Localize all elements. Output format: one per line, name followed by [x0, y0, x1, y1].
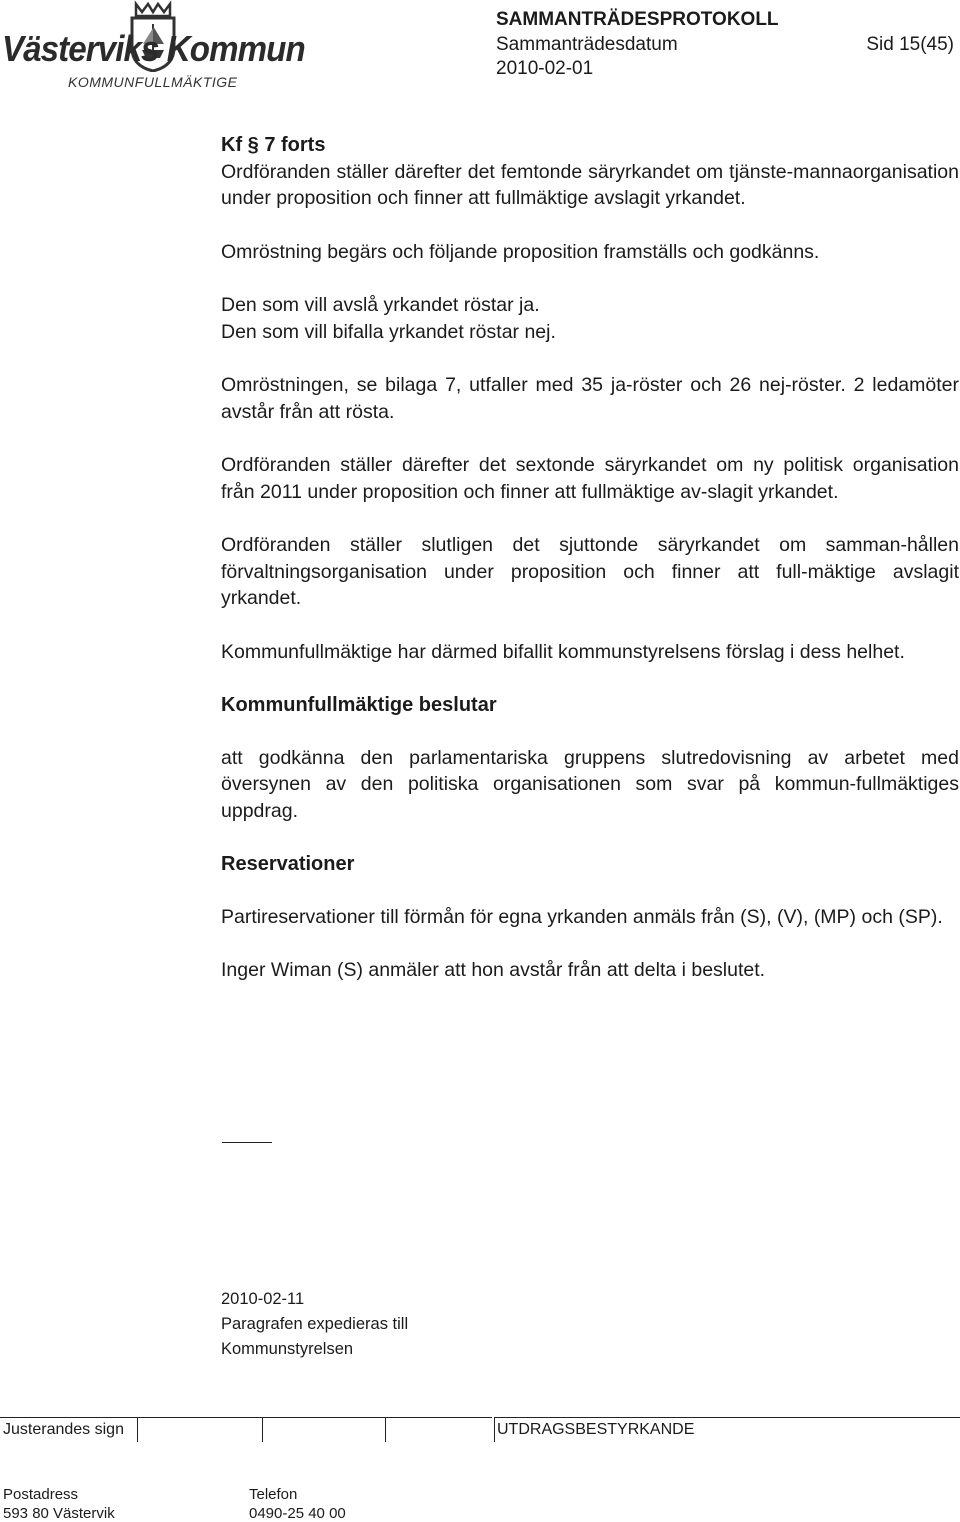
logo-subtitle: KOMMUNFULLMÄKTIGE: [68, 74, 238, 90]
paragraph: Omröstning begärs och följande proposition framställs och godkänns.: [221, 240, 820, 263]
decision-text: att godkänna den parlamentariska gruppens slutredovisning av arbetet med översynen av den politiska organisationen som svar på kommun-fullmäktiges uppdrag.: [221, 746, 959, 822]
extract-label: UTDRAGSBESTYRKANDE: [497, 1421, 695, 1438]
paragraph: Kommunfullmäktige har därmed bifallit kommunstyrelsens förslag i dess helhet.: [221, 640, 905, 663]
decision-heading: Kommunfullmäktige beslutar: [221, 694, 497, 716]
distribution-date: 2010-02-11: [221, 1290, 305, 1308]
distribution-label: Paragrafen expedieras till: [221, 1315, 409, 1333]
meeting-date: 2010-02-01: [496, 58, 594, 79]
logo-wordmark: Västerviks Kommun: [2, 28, 305, 69]
sign-box-divider: [137, 1417, 138, 1442]
section-title: Kf § 7 forts: [221, 134, 326, 156]
date-label: Sammanträdesdatum: [496, 34, 678, 55]
address-label: Postadress: [3, 1486, 79, 1503]
reservation: Inger Wiman (S) anmäler att hon avstår från att delta i beslutet.: [221, 959, 766, 981]
phone-label: Telefon: [249, 1486, 298, 1503]
phone: 0490-25 40 00: [249, 1505, 346, 1522]
paragraph: Den som vill bifalla yrkandet röstar nej.: [221, 320, 556, 343]
distribution-recipient: Kommunstyrelsen: [221, 1340, 354, 1358]
minutes-body: [221, 132, 959, 984]
page-number: Sid 15(45): [866, 34, 954, 55]
sign-box-divider: [494, 1417, 495, 1442]
address: 593 80 Västervik: [3, 1505, 115, 1522]
sign-box-divider: [262, 1417, 263, 1442]
paragraph: Ordföranden ställer därefter det sextonde säryrkandet om ny politisk organisation från 2011 under proposition och finner att fullmäktige av-slagit yrkandet.: [221, 454, 959, 503]
paragraph: Ordföranden ställer därefter det femtonde säryrkandet om tjänste-mannaorganisation under proposition och finner att fullmäktige avslagit yrkandet.: [221, 160, 959, 209]
sign-label: Justerandes sign: [3, 1421, 124, 1438]
reservations-heading: Reservationer: [221, 853, 355, 875]
sign-box-divider: [385, 1417, 386, 1442]
vote-result: Omröstningen, se bilaga 7, utfaller med 35 ja-röster och 26 nej-röster. 2 ledamöter avstår från att rösta.: [221, 374, 959, 423]
end-rule: [222, 1142, 272, 1143]
document-type: SAMMANTRÄDESPROTOKOLL: [496, 9, 779, 30]
distribution-block: [221, 1287, 408, 1362]
reservation: Partireservationer till förmån för egna yrkanden anmäls från (S), (V), (MP) och (SP).: [221, 905, 943, 928]
logo: [0, 0, 305, 100]
paragraph: Den som vill avslå yrkandet röstar ja.: [221, 294, 540, 316]
paragraph: Ordföranden ställer slutligen det sjuttonde säryrkandet om samman-hållen förvaltningsorganisation under proposition och finner att full-mäktige avslagit yrkandet.: [221, 534, 959, 609]
